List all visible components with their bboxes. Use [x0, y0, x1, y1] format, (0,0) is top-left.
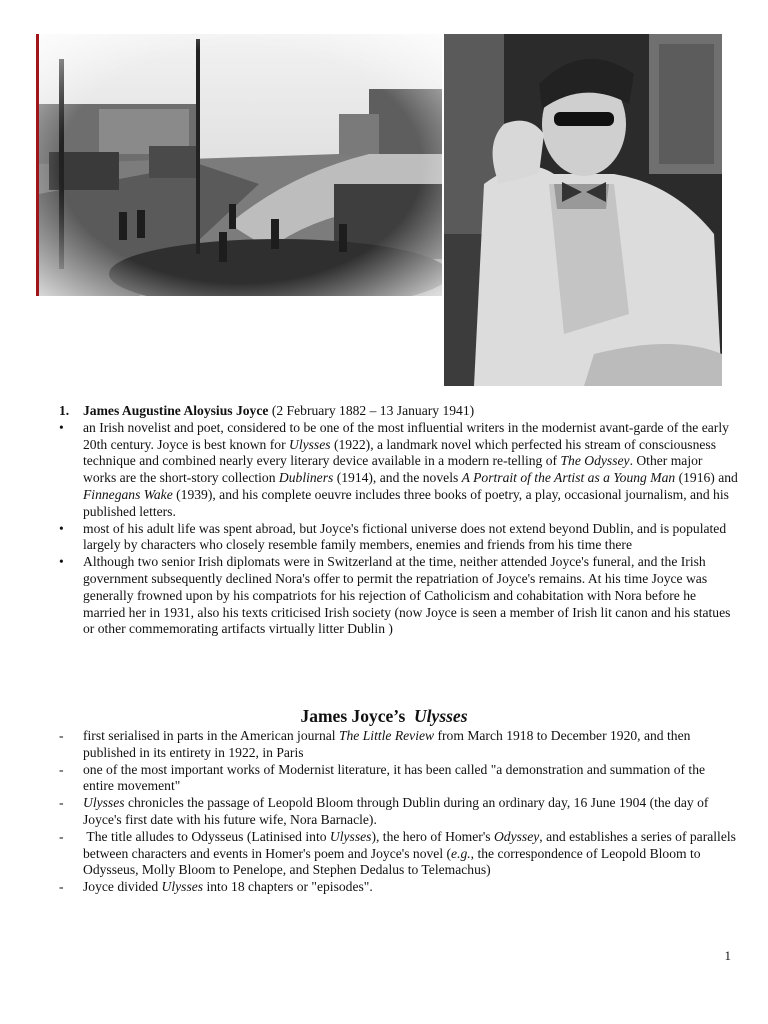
- dash: -: [59, 761, 64, 777]
- title-odyssey: The Odyssey: [560, 453, 630, 469]
- ulysses-item-title: - The title alludes to Odysseus (Latinised into Ulysses), the hero of Homer's Odyssey, and establishes a series of parallels between characters and events in Homer's poem and Joyce's novel (e.g., the correspondence of Leopold Bloom to Odysseus, Molly Bloom to Penelope, and Stephen Dedalus to Telemachus): [59, 828, 736, 878]
- bio-bullet-influence: • an Irish novelist and poet, considered to be one of the most influential writers in the modernist avant-garde of the early 20th century. Joyce is best known for Ulysses (1922), a landmark novel which perfected his stream of consciousness technique and combined nearly every literary device available in a modern re-telling of The Odyssey. Other major works are the short-story collection Dubliners (1914), and the novels A Portrait of the Artist as a Young Man (1916) and Finnegans Wake (1939), and his complete oeuvre includes three books of poetry, a play, occasional journalism, and his published letters.: [59, 419, 738, 519]
- title-dubliners: Dubliners: [278, 470, 334, 486]
- bio-bullet-funeral: • Although two senior Irish diplomats were in Switzerland at the time, neither attended Joyce's funeral, and the Irish government subsequently declined Nora's offer to permit the repatriation of Joyce's remains. At his time Joyce was generally frowned upon by his compatriots for his rejection of Catholicism and cohabitation with Nora before he married her in 1931, also his texts criticised Irish society (now Joyce is seen a member of Irish lit canon and his statues or other commemorating artifacts virtually litter Dublin ): [59, 554, 731, 637]
- item-number: 1.: [59, 403, 70, 418]
- ulysses-item-serialised: - first serialised in parts in the American journal The Little Review from March 1918 to December 1920, and then published in its entirety in 1922, in Paris: [59, 728, 691, 760]
- bullet: •: [59, 419, 64, 435]
- author-dates: (2 February 1882 – 13 January 1941): [271, 403, 475, 418]
- author-name: James Augustine Aloysius Joyce: [83, 403, 269, 418]
- biography-title: [58, 403, 738, 420]
- bullet: •: [59, 520, 64, 536]
- bullet: •: [59, 554, 64, 570]
- ulysses-item-bloom: - Ulysses chronicles the passage of Leopold Bloom through Dublin during an ordinary day, 16 June 1904 (the day of Joyce's first date with his future wife, Nora Barnacle).: [59, 795, 709, 827]
- title-finnegans-wake: Finnegans Wake: [83, 486, 173, 502]
- dublin-street-photo: [36, 34, 442, 296]
- bio-bullet-abroad: • most of his adult life was spent abroad, but Joyce's fictional universe does not extend beyond Dublin, and is populated largely by characters who closely resemble family members, enemies and friends from his time there: [59, 520, 727, 553]
- title-ulysses: Ulysses: [289, 436, 331, 452]
- dash: -: [59, 828, 64, 844]
- dash: -: [59, 728, 64, 743]
- james-joyce-portrait: [444, 34, 722, 386]
- ulysses-list: [58, 728, 738, 896]
- page-number: 1: [724, 948, 731, 963]
- title-portrait: A Portrait of the Artist as a Young Man: [461, 470, 676, 486]
- ulysses-item-modernist: - one of the most important works of Modernist literature, it has been called "a demonstration and summation of the entire movement": [59, 761, 706, 794]
- dash: -: [59, 795, 64, 811]
- ulysses-item-chapters: - Joyce divided Ulysses into 18 chapters or "episodes".: [59, 879, 373, 895]
- dash: -: [59, 879, 64, 895]
- biography-section: [58, 403, 738, 638]
- ulysses-heading: James Joyce’s Ulysses: [300, 706, 468, 726]
